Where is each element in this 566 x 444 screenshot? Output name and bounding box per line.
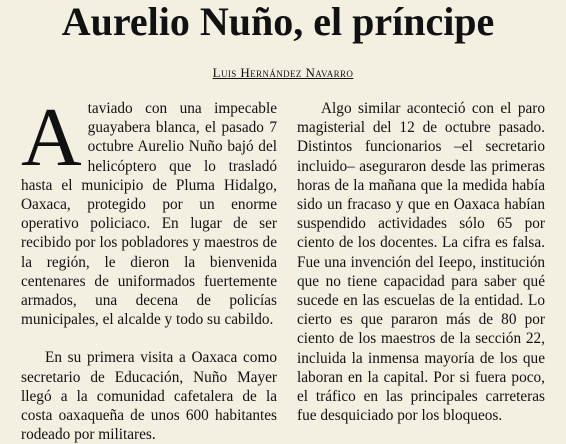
left-paragraph-1-text: taviado con una impecable guayabera blanca, el pasado 7 octubre Aurelio Nuño bajó del helicóptero que lo trasladó hasta el municipio de Pluma Hidalgo, Oaxaca, protegido por un enorme operativo policiaco. En lugar de ser recibido por los pobladores y maestros de la región, le dieron la bienvenida centenares de uniformados fuertemente armados, una decena de policías municipales, el alcalde y todo su cabildo. — [21, 100, 277, 329]
left-paragraph-2: En su primera visita a Oaxaca como secretario de Educación, Nuño Mayer llegó a la comunidad cafetalera de la costa oaxaqueña de unos 600 habitantes rodeado por militares. — [21, 349, 277, 444]
right-paragraph-1: Algo similar aconteció con el paro magisterial del 12 de octubre pasado. Distintos funcionarios –el secretario incluido– aseguraron desde las primeras horas de la mañana que la medida había sido un fracaso y que en Oaxaca habían suspendido actividades sólo 65 por ciento de los docentes. La cifra es falsa. Fue una invención del Ieepo, institución que no tiene capacidad para saber qué sucede en las escuelas de la entidad. Lo cierto es que pararon más de 80 por ciento de los maestros de la sección 22, incluida la inmensa mayoría de los que laboran en la capital. Por si fuera poco, el tráfico en las principales carreteras fue desquiciado por los bloqueos. — [297, 100, 545, 425]
article-byline[interactable]: Luis Hernández Navarro — [212, 65, 354, 80]
drop-cap: A — [21, 91, 82, 184]
left-column — [21, 91, 277, 444]
left-paragraph-1 — [21, 91, 277, 329]
article-title: Aurelio Nuño, el príncipe — [61, 0, 495, 44]
right-column — [297, 99, 545, 425]
